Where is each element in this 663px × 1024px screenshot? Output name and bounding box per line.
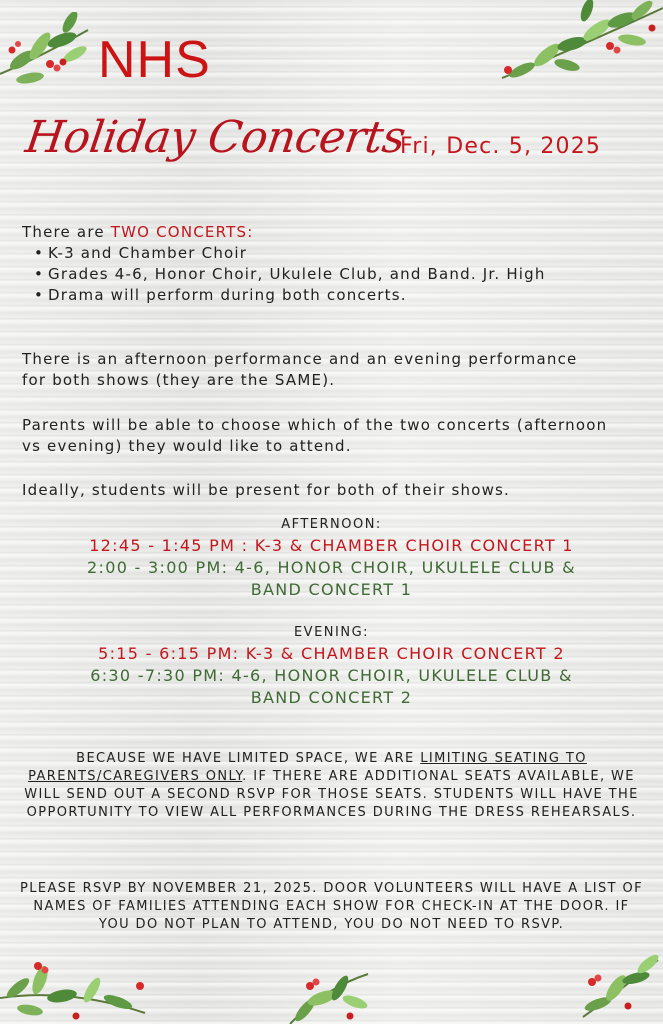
evening-concert-2-line2: BAND CONCERT 2 [250, 688, 413, 707]
paragraph-choose: Parents will be able to choose which of the two concerts (afternoon vs evening) they would like to attend. [22, 416, 608, 455]
seating-notice: BECAUSE WE HAVE LIMITED SPACE, WE ARE LIMITING SEATING TO PARENTS/CAREGIVERS ONLY. IF THERE ARE ADDITIONAL SEATS AVAILABLE, WE WILL SEND OUT A SECOND RSVP FOR THOSE SEATS. STUDENTS WILL HAVE THE OPPORTUNITY TO VIEW ALL PERFORMANCES DURING THE DRESS REHEARSALS. [24, 751, 639, 820]
list-item: • Drama will perform during both concerts. [22, 285, 642, 306]
two-concerts-emphasis: TWO CONCERTS: [110, 223, 254, 241]
page-title: Holiday Concerts [22, 112, 409, 163]
holly-sprig-icon [578, 952, 663, 1024]
evening-concert-1: 5:15 - 6:15 PM: K-3 & CHAMBER CHOIR CONCERT 2 [98, 644, 565, 663]
event-date: Fri, Dec. 5, 2025 [400, 134, 602, 159]
paragraph-attendance: Ideally, students will be present for both of their shows. [22, 481, 511, 499]
afternoon-concert-2-line1: 2:00 - 3:00 PM: 4-6, HONOR CHOIR, UKULELE CLUB & [87, 558, 576, 577]
list-item: • K-3 and Chamber Choir [22, 243, 642, 264]
evening-schedule [0, 625, 663, 709]
paragraph-performances: There is an afternoon performance and an evening performance for both shows (they are the SAME). [22, 350, 578, 389]
evening-concert-2-line1: 6:30 -7:30 PM: 4-6, HONOR CHOIR, UKULELE CLUB & [90, 666, 573, 685]
rsvp-notice: PLEASE RSVP BY NOVEMBER 21, 2025. DOOR VOLUNTEERS WILL HAVE A LIST OF NAMES OF FAMILIES ATTENDING EACH SHOW FOR CHECK-IN AT THE DOOR. IF YOU DO NOT PLAN TO ATTEND, YOU DO NOT NEED TO RSVP. [20, 881, 643, 932]
seating-restriction: LIMITING SEATING TO PARENTS/CAREGIVERS ONLY [28, 751, 587, 784]
school-title: NHS [98, 31, 211, 89]
intro-section [22, 222, 642, 306]
holly-sprig-icon [280, 968, 375, 1024]
list-item: • Grades 4-6, Honor Choir, Ukulele Club, and Band. Jr. High [22, 264, 642, 285]
intro-lead: There are TWO CONCERTS: [22, 223, 254, 241]
concert-list [22, 243, 642, 306]
holly-sprig-icon [0, 958, 150, 1024]
afternoon-concert-1: 12:45 - 1:45 PM : K-3 & CHAMBER CHOIR CONCERT 1 [89, 536, 574, 555]
afternoon-schedule [0, 517, 663, 601]
afternoon-label: AFTERNOON: [281, 517, 382, 532]
holly-sprig-icon [492, 0, 663, 90]
evening-label: EVENING: [293, 625, 370, 640]
holly-sprig-icon [0, 12, 95, 92]
afternoon-concert-2-line2: BAND CONCERT 1 [250, 580, 413, 599]
